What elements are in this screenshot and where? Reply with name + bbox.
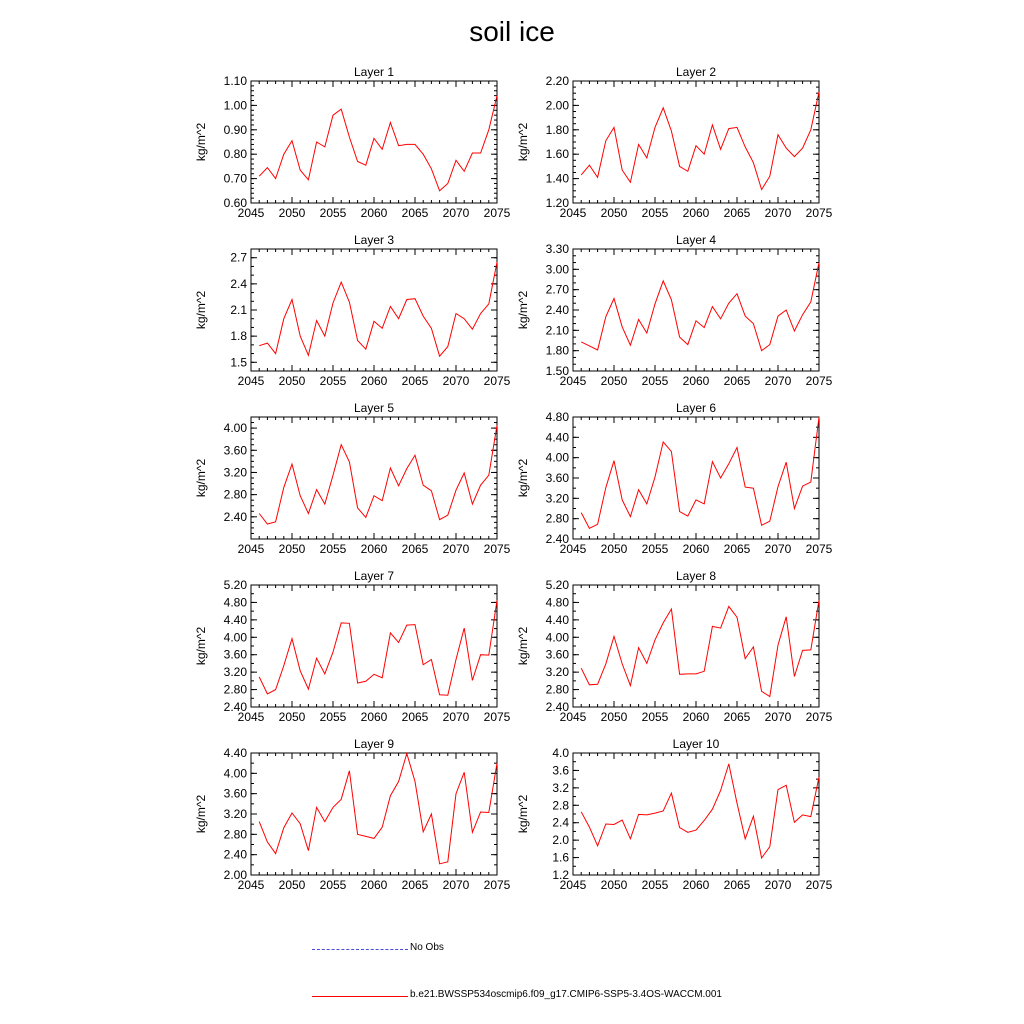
y-tick-label: 2.70 [545, 282, 569, 297]
y-tick-label: 1.80 [545, 122, 569, 137]
x-tick-label: 2055 [319, 206, 347, 220]
panel-9 [194, 737, 511, 892]
x-tick-label: 2075 [805, 374, 833, 388]
x-tick-label: 2075 [805, 206, 833, 220]
y-tick-label: 4.80 [223, 595, 247, 610]
y-axis-label: kg/m^2 [194, 458, 208, 498]
y-axis-label: kg/m^2 [194, 794, 208, 834]
y-tick-label: 2.20 [545, 74, 569, 88]
x-tick-label: 2070 [764, 374, 792, 388]
y-tick-label: 1.2 [552, 868, 569, 882]
y-tick-label: 2.8 [552, 798, 569, 813]
panel-title: Layer 7 [353, 569, 395, 583]
x-tick-label: 2070 [764, 206, 792, 220]
y-tick-label: 4.00 [545, 450, 569, 465]
x-tick-label: 2075 [483, 542, 511, 556]
y-tick-label: 2.40 [545, 303, 569, 317]
legend-no-obs [312, 940, 512, 960]
x-tick-label: 2050 [600, 206, 628, 220]
x-tick-label: 2050 [600, 374, 628, 388]
x-tick-label: 2045 [237, 878, 265, 892]
y-tick-label: 3.30 [545, 242, 569, 256]
y-tick-label: 0.60 [223, 196, 247, 210]
x-tick-label: 2055 [641, 878, 669, 892]
x-tick-label: 2070 [442, 710, 470, 724]
panel-10 [516, 737, 833, 892]
x-tick-label: 2075 [483, 374, 511, 388]
x-tick-label: 2065 [723, 710, 751, 724]
panel-1 [194, 65, 511, 220]
x-tick-label: 2050 [600, 878, 628, 892]
y-tick-label: 1.60 [545, 147, 569, 162]
x-tick-label: 2070 [442, 206, 470, 220]
x-tick-label: 2050 [278, 206, 306, 220]
legend-dashed-line [312, 949, 408, 950]
y-tick-label: 2.1 [230, 303, 247, 317]
y-tick-label: 0.70 [223, 171, 247, 186]
y-tick-label: 5.20 [223, 578, 247, 592]
y-tick-label: 2.40 [545, 532, 569, 546]
panel-6 [516, 401, 833, 556]
legend-model [312, 988, 752, 1008]
x-tick-label: 2050 [278, 374, 306, 388]
panel-title: Layer 9 [353, 737, 395, 751]
plot-frame [573, 417, 819, 539]
y-tick-label: 3.00 [545, 262, 569, 277]
y-tick-label: 2.0 [552, 833, 569, 848]
x-tick-label: 2055 [641, 542, 669, 556]
series-line [259, 425, 497, 524]
y-tick-label: 1.8 [230, 329, 247, 344]
x-tick-label: 2055 [319, 878, 347, 892]
series-line [259, 262, 497, 356]
panel-title: Layer 8 [675, 569, 717, 583]
y-tick-label: 1.50 [545, 364, 569, 378]
y-axis-label: kg/m^2 [516, 626, 530, 666]
x-tick-label: 2070 [442, 542, 470, 556]
x-tick-label: 2045 [559, 374, 587, 388]
x-tick-label: 2050 [600, 710, 628, 724]
x-tick-label: 2055 [641, 206, 669, 220]
x-tick-label: 2055 [641, 374, 669, 388]
y-tick-label: 4.00 [223, 766, 247, 781]
x-tick-label: 2075 [483, 710, 511, 724]
y-tick-label: 2.80 [545, 511, 569, 526]
y-tick-label: 2.4 [552, 815, 569, 830]
x-tick-label: 2050 [600, 542, 628, 556]
y-tick-label: 1.00 [223, 98, 247, 113]
x-tick-label: 2065 [401, 542, 429, 556]
x-tick-label: 2060 [360, 542, 388, 556]
x-tick-label: 2075 [483, 878, 511, 892]
x-tick-label: 2045 [559, 206, 587, 220]
x-tick-label: 2060 [360, 710, 388, 724]
plot-frame [251, 417, 497, 539]
x-tick-label: 2065 [401, 206, 429, 220]
x-tick-label: 2060 [360, 374, 388, 388]
x-tick-label: 2060 [682, 710, 710, 724]
series-line [581, 263, 819, 351]
y-tick-label: 1.10 [223, 74, 247, 88]
figure-title: soil ice [469, 16, 555, 47]
x-tick-label: 2045 [559, 878, 587, 892]
plot-frame [251, 81, 497, 203]
y-tick-label: 2.80 [223, 487, 247, 502]
y-axis-label: kg/m^2 [516, 458, 530, 498]
y-tick-label: 3.6 [552, 763, 569, 778]
x-tick-label: 2060 [360, 878, 388, 892]
y-tick-label: 2.80 [223, 682, 247, 697]
x-tick-label: 2045 [559, 542, 587, 556]
x-tick-label: 2055 [319, 710, 347, 724]
x-tick-label: 2070 [442, 878, 470, 892]
x-tick-label: 2065 [401, 878, 429, 892]
y-tick-label: 3.60 [223, 647, 247, 662]
series-line [581, 600, 819, 696]
x-tick-label: 2055 [641, 710, 669, 724]
y-tick-label: 2.40 [223, 847, 247, 862]
x-tick-label: 2065 [723, 206, 751, 220]
x-tick-label: 2055 [319, 542, 347, 556]
y-tick-label: 1.6 [552, 850, 569, 865]
y-tick-label: 2.80 [545, 682, 569, 697]
panel-title: Layer 5 [353, 401, 395, 415]
y-tick-label: 3.2 [552, 780, 569, 795]
y-tick-label: 4.40 [545, 430, 569, 445]
panel-7 [194, 569, 511, 724]
y-tick-label: 3.20 [223, 807, 247, 821]
y-tick-label: 3.60 [223, 443, 247, 458]
panel-5 [194, 401, 511, 556]
y-tick-label: 2.4 [230, 276, 247, 291]
y-tick-label: 2.80 [223, 827, 247, 842]
x-tick-label: 2075 [483, 206, 511, 220]
legend-model-label: b.e21.BWSSP534oscmip6.f09_g17.CMIP6-SSP5-3.4OS-WACCM.001 [410, 989, 722, 1000]
y-tick-label: 4.40 [223, 746, 247, 760]
panel-2 [516, 65, 833, 220]
y-axis-label: kg/m^2 [194, 290, 208, 330]
panel-title: Layer 6 [675, 401, 717, 415]
y-tick-label: 2.00 [545, 98, 569, 113]
y-tick-label: 4.40 [545, 612, 569, 627]
panel-title: Layer 10 [672, 737, 720, 751]
plot-frame [573, 753, 819, 875]
y-axis-label: kg/m^2 [194, 626, 208, 666]
y-tick-label: 1.5 [230, 355, 247, 370]
x-tick-label: 2060 [682, 206, 710, 220]
series-line [581, 417, 819, 528]
x-tick-label: 2075 [805, 542, 833, 556]
y-tick-label: 0.80 [223, 147, 247, 162]
x-tick-label: 2045 [237, 542, 265, 556]
y-tick-label: 3.20 [223, 465, 247, 480]
x-tick-label: 2070 [764, 878, 792, 892]
x-tick-label: 2065 [401, 374, 429, 388]
series-line [259, 754, 497, 864]
legend-no-obs-label: No Obs [410, 942, 444, 953]
plot-frame [251, 585, 497, 707]
y-tick-label: 4.0 [552, 746, 569, 760]
y-tick-label: 3.20 [223, 665, 247, 680]
x-tick-label: 2045 [237, 206, 265, 220]
y-tick-label: 4.40 [223, 612, 247, 627]
y-tick-label: 2.00 [223, 868, 247, 882]
y-axis-label: kg/m^2 [516, 290, 530, 330]
series-line [581, 92, 819, 190]
panel-title: Layer 4 [675, 233, 717, 247]
y-axis-label: kg/m^2 [516, 122, 530, 162]
y-tick-label: 4.00 [223, 630, 247, 645]
y-tick-label: 2.40 [545, 700, 569, 714]
x-tick-label: 2055 [319, 374, 347, 388]
series-line [259, 600, 497, 695]
x-tick-label: 2060 [682, 374, 710, 388]
panel-3 [194, 233, 511, 388]
y-axis-label: kg/m^2 [194, 122, 208, 162]
y-tick-label: 2.40 [223, 509, 247, 524]
panel-title: Layer 2 [675, 65, 717, 79]
x-tick-label: 2045 [237, 374, 265, 388]
y-tick-label: 4.00 [223, 421, 247, 436]
legend-red-line [312, 996, 408, 997]
y-tick-label: 1.80 [545, 343, 569, 358]
x-tick-label: 2065 [401, 710, 429, 724]
x-tick-label: 2065 [723, 374, 751, 388]
panel-title: Layer 1 [353, 65, 395, 79]
panel-title: Layer 3 [353, 233, 395, 247]
y-tick-label: 1.20 [545, 196, 569, 210]
x-tick-label: 2060 [682, 542, 710, 556]
y-tick-label: 3.60 [223, 786, 247, 801]
x-tick-label: 2060 [360, 206, 388, 220]
y-tick-label: 4.80 [545, 410, 569, 424]
y-tick-label: 4.00 [545, 630, 569, 645]
y-tick-label: 3.20 [545, 491, 569, 506]
series-line [259, 96, 497, 191]
plot-frame [573, 249, 819, 371]
panel-8 [516, 569, 833, 724]
y-tick-label: 1.40 [545, 171, 569, 186]
panel-4 [516, 233, 833, 388]
plot-frame [251, 753, 497, 875]
x-tick-label: 2050 [278, 878, 306, 892]
x-tick-label: 2060 [682, 878, 710, 892]
y-tick-label: 3.60 [545, 647, 569, 662]
y-tick-label: 0.90 [223, 122, 247, 137]
x-tick-label: 2045 [559, 710, 587, 724]
x-tick-label: 2075 [805, 878, 833, 892]
x-tick-label: 2065 [723, 878, 751, 892]
x-tick-label: 2050 [278, 710, 306, 724]
y-tick-label: 5.20 [545, 578, 569, 592]
x-tick-label: 2070 [764, 542, 792, 556]
y-axis-label: kg/m^2 [516, 794, 530, 834]
plot-frame [573, 585, 819, 707]
x-tick-label: 2065 [723, 542, 751, 556]
y-tick-label: 3.60 [545, 471, 569, 485]
x-tick-label: 2045 [237, 710, 265, 724]
y-tick-label: 2.10 [545, 323, 569, 338]
y-tick-label: 2.7 [230, 250, 247, 265]
y-tick-label: 3.20 [545, 665, 569, 680]
series-line [581, 764, 819, 858]
y-tick-label: 4.80 [545, 595, 569, 610]
x-tick-label: 2050 [278, 542, 306, 556]
x-tick-label: 2075 [805, 710, 833, 724]
x-tick-label: 2070 [764, 710, 792, 724]
y-tick-label: 2.40 [223, 700, 247, 714]
x-tick-label: 2070 [442, 374, 470, 388]
